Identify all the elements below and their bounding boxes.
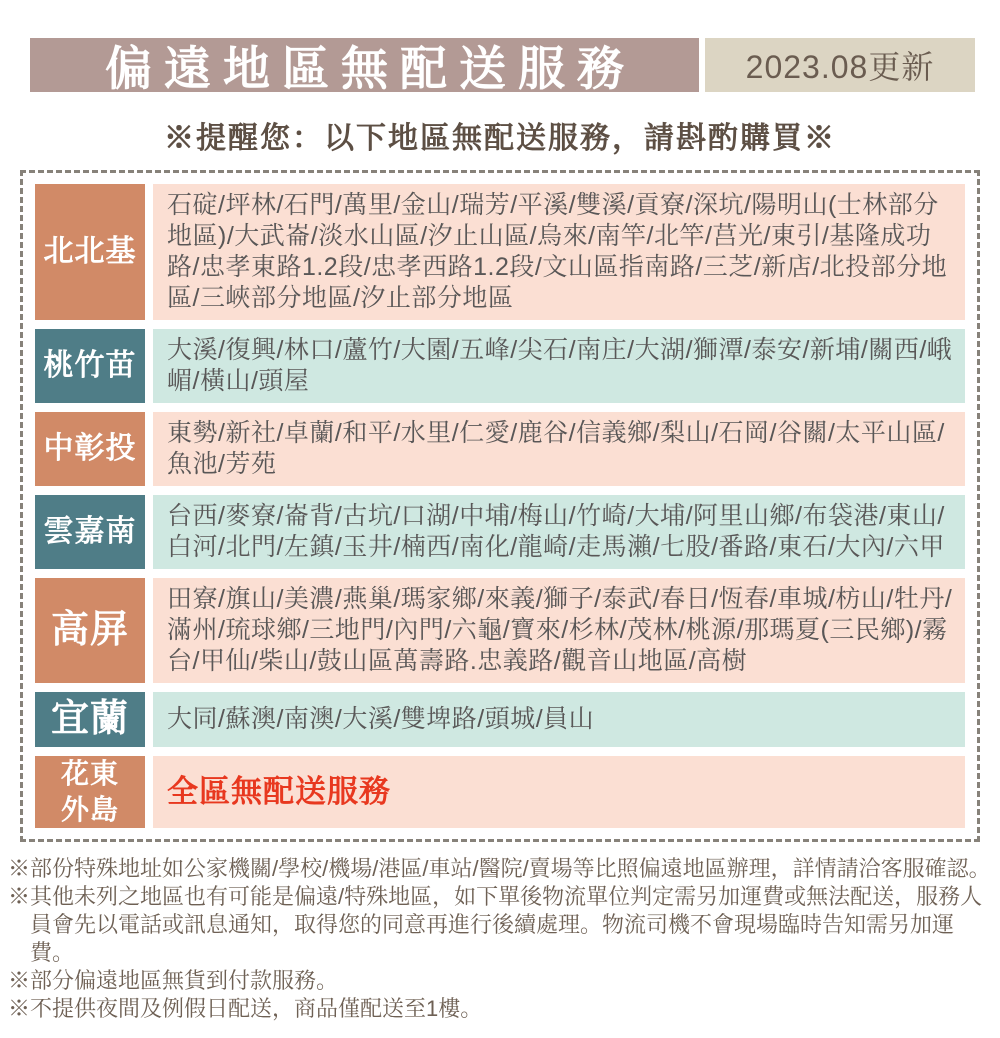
region-row-yunlin-chiayi-tainan <box>35 495 965 569</box>
region-row-north <box>35 184 965 320</box>
region-areas-taoyuan-hsinchu-miaoli <box>153 329 965 403</box>
region-label-text: 桃竹苗 <box>43 348 137 382</box>
region-row-central <box>35 412 965 486</box>
region-label-north <box>35 184 145 320</box>
region-areas-north <box>153 184 965 320</box>
region-areas-kaohsiung-pingtung <box>153 578 965 683</box>
no-delivery-highlight-text: 全區無配送服務 <box>167 774 391 810</box>
footnote-no-night-delivery: ※不提供夜間及例假日配送，商品僅配送至1樓。 <box>8 995 483 1021</box>
update-date-badge: 2023.08更新 <box>705 38 975 92</box>
region-label-text: 中彰投 <box>43 431 137 465</box>
region-areas-text: 田寮/旗山/美濃/燕巢/瑪家鄉/來義/獅子/泰武/春日/恆春/車城/枋山/牡丹/滿州/琉球鄉/三地門/內門/六龜/寶來/杉林/茂林/桃源/那瑪夏(三民鄉)/霧台/甲仙/柴山/鼓山區萬壽路.忠義路/觀音山地區/高樹 <box>167 585 953 675</box>
region-areas-text: 台西/麥寮/崙背/古坑/口湖/中埔/梅山/竹崎/大埔/阿里山鄉/布袋港/東山/白河/北門/左鎮/玉井/楠西/南化/龍崎/走馬瀨/七股/番路/東石/大內/六甲 <box>167 502 945 561</box>
footnote-unlisted-areas: ※其他未列之地區也有可能是偏遠/特殊地區，如下單後物流單位判定需另加運費或無法配送，服務人員會先以電話或訊息通知，取得您的同意再進行後續處理。物流司機不會現場臨時告知需另加運費。 <box>8 883 983 965</box>
region-areas-yilan <box>153 692 965 747</box>
footnotes <box>8 855 993 1023</box>
reminder-subtitle: ※提醒您：以下地區無配送服務，請斟酌購買※ <box>164 122 836 155</box>
region-row-kaohsiung-pingtung <box>35 578 965 683</box>
region-areas-text: 大同/蘇澳/南澳/大溪/雙埤路/頭城/員山 <box>167 705 595 733</box>
region-label-text: 花東外島 <box>60 758 119 825</box>
region-areas-hualien-taitung-islands <box>153 756 965 828</box>
region-areas-yunlin-chiayi-tainan <box>153 495 965 569</box>
region-label-text: 高屏 <box>50 609 129 652</box>
region-label-text: 北北基 <box>43 234 137 268</box>
header <box>30 38 975 95</box>
regions-table <box>20 170 980 842</box>
page-title: 偏遠地區無配送服務 <box>30 38 699 92</box>
region-label-yunlin-chiayi-tainan <box>35 495 145 569</box>
region-row-taoyuan-hsinchu-miaoli <box>35 329 965 403</box>
footnote-special-address: ※部份特殊地址如公家機關/學校/機場/港區/車站/醫院/賣場等比照偏遠地區辦理，詳情請洽客服確認。 <box>8 855 991 881</box>
region-label-hualien-taitung-islands <box>35 756 145 828</box>
region-areas-text: 大溪/復興/林口/蘆竹/大園/五峰/尖石/南庄/大湖/獅潭/泰安/新埔/關西/峨嵋/橫山/頭屋 <box>167 336 953 395</box>
footnote-no-cod: ※部分偏遠地區無貨到付款服務。 <box>8 967 339 993</box>
region-label-kaohsiung-pingtung <box>35 578 145 683</box>
region-label-text: 宜蘭 <box>50 698 129 741</box>
region-label-text: 雲嘉南 <box>43 514 137 548</box>
region-label-central <box>35 412 145 486</box>
region-row-hualien-taitung-islands <box>35 756 965 828</box>
region-label-yilan <box>35 692 145 747</box>
region-row-yilan <box>35 692 965 747</box>
region-areas-central <box>153 412 965 486</box>
delivery-notice-page <box>0 38 1000 1038</box>
region-areas-text: 東勢/新社/卓蘭/和平/水里/仁愛/鹿谷/信義鄉/梨山/石岡/谷關/太平山區/魚池/芳苑 <box>167 419 945 478</box>
region-areas-text: 石碇/坪林/石門/萬里/金山/瑞芳/平溪/雙溪/貢寮/深坑/陽明山(士林部分地區)/大武崙/淡水山區/汐止山區/烏來/南竿/北竿/莒光/東引/基隆成功路/忠孝東路1.2段/忠孝西路1.2段/文山區指南路/三芝/新店/北投部分地區/三峽部分地區/汐止部分地區 <box>167 191 948 312</box>
region-label-taoyuan-hsinchu-miaoli <box>35 329 145 403</box>
